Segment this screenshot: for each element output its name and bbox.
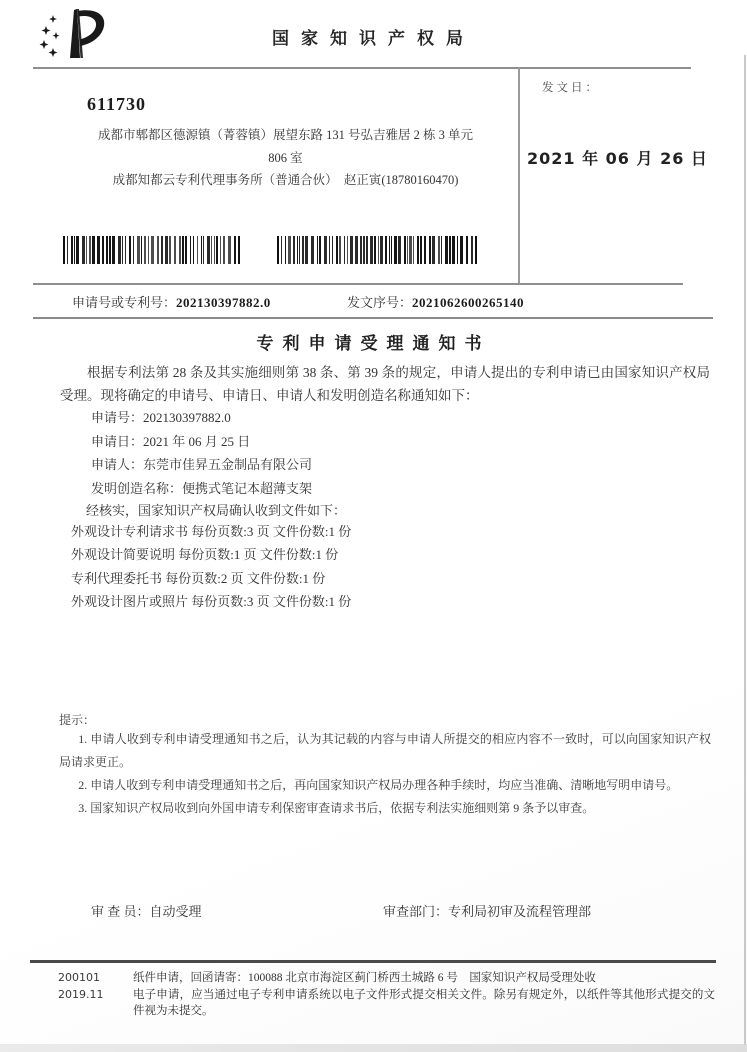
mailing-address bbox=[58, 124, 513, 192]
received-documents-list bbox=[71, 520, 351, 613]
serial-number-label: 发文序号： bbox=[347, 295, 413, 310]
footer-form-codes bbox=[58, 970, 104, 1003]
scan-bottom-edge bbox=[0, 1044, 747, 1052]
scan-page-edge bbox=[744, 55, 746, 1045]
application-number-label: 申请号或专利号： bbox=[72, 295, 177, 310]
agency-title: 国家知识产权局 bbox=[272, 29, 475, 48]
application-fields bbox=[91, 406, 312, 500]
dispatch-date-label: 发文日： bbox=[542, 82, 600, 94]
footer-code-2: 2019.11 bbox=[58, 987, 104, 1001]
tips-list bbox=[59, 728, 711, 820]
footer-electronic-line: 电子申请，应当通过电子专利申请系统以电子文件形式提交相关文件。除另有规定外，以纸件等其他形式提交的文件视为未提交。 bbox=[133, 988, 715, 1017]
notice-intro-paragraph: 根据专利法第 28 条及其实施细则第 38 条、第 39 条的规定，申请人提出的专利申请已由国家知识产权局受理。现将确定的申请号、申请日、申请人和发明创造名称通知如下： bbox=[60, 365, 710, 403]
examiner-value: 自动受理 bbox=[149, 904, 202, 919]
application-number-value: 202130397882.0 bbox=[176, 295, 271, 310]
tip-item-3: 3. 国家知识产权局收到向外国申请专利保密审查请求书后，依据专利法实施细则第 9 条予以审查。 bbox=[78, 801, 595, 815]
department-pair bbox=[383, 901, 591, 920]
notice-title: 专利申请受理通知书 bbox=[256, 334, 491, 353]
application-number-pair bbox=[72, 292, 271, 311]
department-value: 专利局初审及流程管理部 bbox=[448, 904, 592, 919]
field-application-number: 申请号：202130397882.0 bbox=[91, 410, 231, 425]
document-item: 外观设计图片或照片 每份页数:3 页 文件份数:1 份 bbox=[71, 593, 352, 609]
dispatch-date-value: 2021 年 06 月 26 日 bbox=[527, 149, 708, 168]
examiner-pair bbox=[91, 901, 202, 920]
document-item: 专利代理委托书 每份页数:2 页 文件份数:1 份 bbox=[71, 570, 326, 586]
document-item: 外观设计简要说明 每份页数:1 页 文件份数:1 份 bbox=[71, 547, 339, 563]
barcode-left bbox=[63, 236, 243, 264]
footer-instructions bbox=[133, 970, 715, 1020]
recipient-line: 成都知都云专利代理事务所（普通合伙） 赵正寅(18780160470) bbox=[112, 173, 459, 187]
dispatch-box-divider bbox=[518, 67, 520, 284]
header-divider bbox=[33, 67, 691, 69]
field-invention-title: 发明创造名称：便携式笔记本超薄支架 bbox=[91, 480, 313, 496]
tip-item-1: 1. 申请人收到专利申请受理通知书之后，认为其记载的内容与申请人所提交的相应内容不一致时，可以向国家知识产权局请求更正。 bbox=[59, 732, 711, 769]
confirmation-intro: 经核实，国家知识产权局确认收到文件如下： bbox=[86, 503, 347, 518]
tips-label: 提示： bbox=[59, 713, 96, 727]
footer-divider bbox=[30, 960, 716, 963]
field-applicant: 申请人：东莞市佳昇五金制品有限公司 bbox=[91, 457, 313, 472]
department-label: 审查部门： bbox=[383, 904, 449, 919]
document-item: 外观设计专利请求书 每份页数:3 页 文件份数:1 份 bbox=[71, 524, 352, 539]
serial-number-pair bbox=[347, 292, 524, 311]
field-application-date: 申请日：2021 年 06 月 25 日 bbox=[91, 433, 251, 449]
footer-paper-line: 纸件申请，回函请寄：100088 北京市海淀区蓟门桥西土城路 6 号 国家知识产权局受理处收 bbox=[133, 972, 596, 984]
serial-number-value: 2021062600265140 bbox=[412, 295, 525, 310]
address-line-1: 成都市郫都区德源镇（菁蓉镇）展望东路 131 号弘吉雅居 2 栋 3 单元 bbox=[97, 128, 473, 142]
tip-item-2: 2. 申请人收到专利申请受理通知书之后，再向国家知识产权局办理各种手续时，均应当准确、清晰地写明申请号。 bbox=[78, 778, 679, 792]
address-line-2: 806 室 bbox=[268, 150, 303, 165]
examiner-label: 审 查 员： bbox=[91, 904, 150, 919]
divider-below-reference bbox=[33, 317, 713, 319]
barcode-right bbox=[277, 236, 479, 264]
footer-code-1: 200101 bbox=[58, 971, 100, 984]
postal-code: 611730 bbox=[87, 94, 147, 114]
divider-above-reference bbox=[33, 283, 683, 285]
